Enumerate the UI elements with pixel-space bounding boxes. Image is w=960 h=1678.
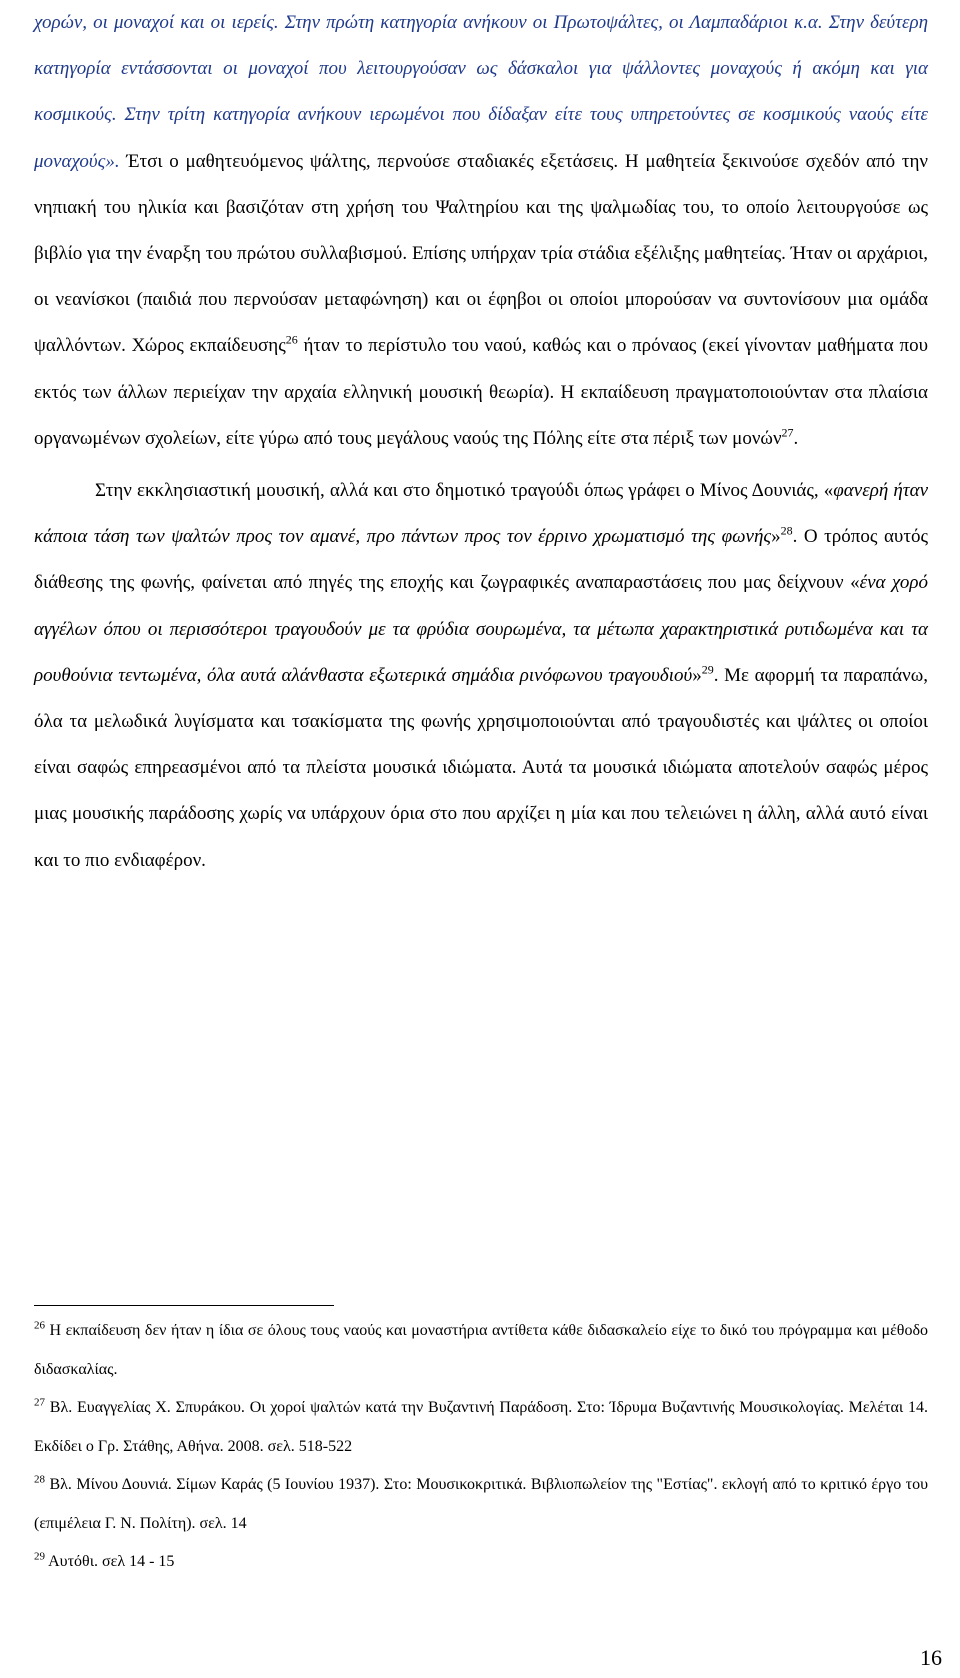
footnote-text: Βλ. Ευαγγελίας Χ. Σπυράκου. Οι χοροί ψαλτών κατά την Βυζαντινή Παράδοση. Στο: Ίδρυμα Βυζαντινής Μουσικολογίας. Μελέται 14. Εκδίδει ο Γρ. Στάθης, Αθήνα. 2008. σελ. 518-522 xyxy=(34,1399,928,1455)
footnote-number: 26 xyxy=(34,1319,45,1332)
text-run: Έτσι ο μαθητευόμενος ψάλτης, περνούσε σταδιακές εξετάσεις. Η μαθητεία ξεκινούσε σχεδόν από την νηπιακή του ηλικία και βασιζόταν στη χρήση του Ψαλτηρίου και της ψαλμωδίας του, το οποίο λειτουργούσε ως βιβλίο για την έναρξη του πρώτου συλλαβισμού. Επίσης υπήρχαν τρία στάδια εξέλιξης μαθητείας. Ήταν οι αρχάριοι, οι νεανίσκοι (παιδιά που περνούσαν μεταφώνηση) και οι έφηβοι οι οποίοι μπορούσαν να συντονίσουν μια ομάδα ψαλλόντων. Χώρος εκπαίδευσης xyxy=(34,150,928,357)
body-paragraph-2 xyxy=(34,468,928,884)
text-run: φανερή ήταν κάποια τάση των ψαλτών προς τον αμανέ, προ πάντων προς τον έρρινο χρωματισμό της φωνής xyxy=(34,480,928,548)
footnotes xyxy=(34,1312,928,1582)
footnote-ref: 26 xyxy=(285,333,298,348)
page-number: 16 xyxy=(920,1645,942,1670)
text-run: χορών, οι μοναχοί και οι ιερείς. Στην πρώτη κατηγορία ανήκουν οι Πρωτοψάλτες, οι Λαμπαδάριοι κ.α. Στην δεύτερη κατηγορία εντάσσονται οι μοναχοί που λειτουργούσαν ως δάσκαλοι για ψάλλοντες μοναχούς ή ακόμη και για κοσμικούς. Στην τρίτη κατηγορία ανήκουν ιερωμένοι που δίδαξαν είτε τους υπηρετούντες σε κοσμικούς ναούς είτε μοναχούς». xyxy=(34,12,928,172)
footnote-ref: 29 xyxy=(701,662,714,677)
footnote-29 xyxy=(34,1543,928,1582)
footnote-text: Αυτόθι. σελ 14 - 15 xyxy=(45,1553,175,1570)
footnote-ref: 27 xyxy=(781,425,794,440)
footnote-text: Βλ. Μίνου Δουνιά. Σίμων Καράς (5 Ιουνίου 1937). Στο: Μουσικοκριτικά. Βιβλιοπωλείον της "Εστίας". εκλογή από το κριτικό έργο του (επιμέλεια Γ. Ν. Πολίτη). σελ. 14 xyxy=(34,1476,928,1532)
text-run: . Με αφορμή τα παραπάνω, όλα τα μελωδικά λυγίσματα και τσακίσματα της φωνής χρησιμοποιούνται από τραγουδιστές και ψάλτες οι οποίοι είναι σαφώς επηρεασμένοι από τα πλείστα μουσικά ιδιώματα. Αυτά τα μουσικά ιδιώματα αποτελούν σαφώς μέρος μιας μουσικής παράδοσης χωρίς να υπάρχουν όρια στο που αρχίζει η μία και που τελειώνει η άλλη, αλλά αυτό είναι και το πιο ενδιαφέρον. xyxy=(34,664,928,871)
text-run: . Ο τρόπος αυτός διάθεσης της φωνής, φαίνεται από πηγές της εποχής και ζωγραφικές αναπαραστάσεις που μας δείχνουν « xyxy=(34,526,928,594)
footnote-text: Η εκπαίδευση δεν ήταν η ίδια σε όλους τους ναούς και μοναστήρια αντίθετα κάθε διδασκαλείο είχε το δικό του πρόγραμμα και μέθοδο διδασκαλίας. xyxy=(34,1322,928,1378)
text-run: ήταν το περίστυλο του ναού, καθώς και ο πρόναος (εκεί γίνονταν μαθήματα που εκτός των άλλων περιείχαν την αρχαία ελληνική μουσική θεωρία). Η εκπαίδευση πραγματοποιούνταν στα πλαίσια οργανωμένων σχολείων, είτε γύρω από τους μεγάλους ναούς της Πόλης είτε στα πέριξ των μονών xyxy=(34,335,928,449)
text-run: Στην εκκλησιαστική μουσική, αλλά και στο δημοτικό τραγούδι όπως γράφει ο Μίνος Δουνιάς, « xyxy=(95,480,834,502)
footnote-number: 28 xyxy=(34,1473,45,1486)
footnote-28 xyxy=(34,1466,928,1543)
footnote-ref: 28 xyxy=(780,523,793,538)
footnote-number: 27 xyxy=(34,1396,45,1409)
footnote-number: 29 xyxy=(34,1550,45,1563)
footnote-separator xyxy=(34,1305,334,1306)
footnote-26 xyxy=(34,1312,928,1389)
footnote-27 xyxy=(34,1389,928,1466)
text-run: . xyxy=(793,427,799,449)
body-paragraph-1 xyxy=(34,0,928,462)
text-run: ένα χορό αγγέλων όπου οι περισσότεροι τραγουδούν με τα φρύδια σουρωμένα, τα μέτωπα χαρακτηριστικά ρυτιδωμένα και τα ρουθούνια τεντωμένα, όλα αυτά αλάνθαστα εξωτερικά σημάδια ρινόφωνου τραγουδιού xyxy=(34,572,928,686)
text-run: » xyxy=(771,526,781,548)
document-page xyxy=(34,0,928,884)
text-run: » xyxy=(692,664,702,686)
